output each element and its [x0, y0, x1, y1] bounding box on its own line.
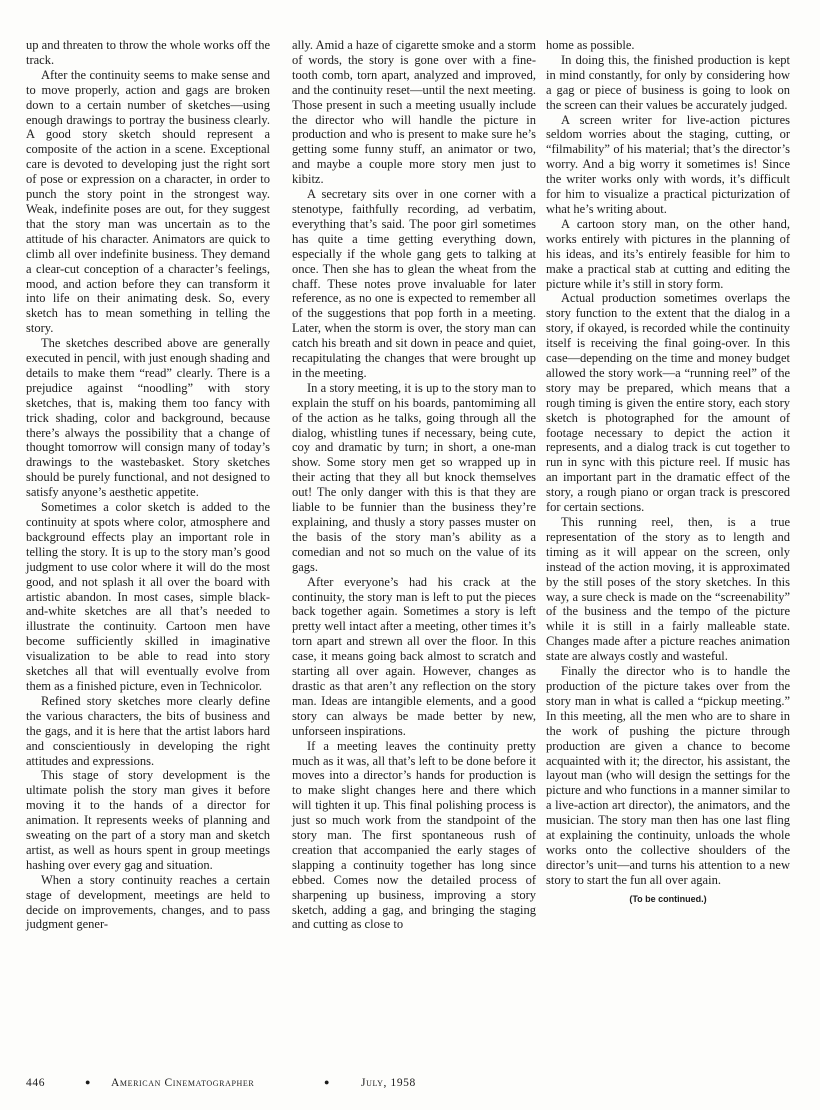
text-column-1	[26, 38, 270, 932]
paragraph: After the continuity seems to make sense and to move properly, action and gags are broken down to a certain number of sketches—using enough drawings to portray the business clearly. A good story sketch should represent a composite of the action in a scene. Exceptional care is devoted to developing just the right sort of pose or expression on a character, in order to punch the story point in the strongest way. Weak, indefinite poses are out, for they suggest that the story man was uncertain as to the attitude of his character. Animators are quick to climb all over indefinite business. They demand a clear-cut conception of a character’s feelings, mood, and action before they can transform it into life on their animating desk. So, every sketch has to mean something in telling the story.	[26, 67, 270, 336]
paragraph: home as possible.	[546, 38, 635, 52]
paragraph: In a story meeting, it is up to the story man to explain the stuff on his boards, pantomiming all of the action as he talks, going through all the dialog, whistling tunes if necessary, being cute, coy and dramatic by turn; in short, a one-man show. Some story men get so wrapped up in their acting that they all but knock themselves out! The only danger with this is that they are liable to be funnier than the business they’re explaining, and thusly a story passes muster on the basis of the story man’s ability as a comedian and not so much on the value of its gags.	[292, 380, 536, 574]
paragraph: A secretary sits over in one corner with a stenotype, faithfully recording, ad verbatim, everything that’s said. The poor girl sometimes has quite a time getting everything down, especially if the whole gang gets to talking at once. Then she has to glean the wheat from the chaff. These notes prove invaluable for later reference, as no one is expected to remember all of the suggestions that pop forth in a meeting. Later, when the storm is over, the story man can catch his breath and sit down in peace and quiet, recapitulating the changes that were brought up in the meeting.	[292, 187, 536, 380]
text-column-2	[292, 38, 536, 932]
paragraph: After everyone’s had his crack at the continuity, the story man is left to put the pieces back together again. Sometimes a story is left pretty well intact after a meeting, other times it’s torn apart and strewn all over the floor. In this case, it means going back almost to scratch and starting all over again. However, changes as drastic as that aren’t any reflection on the story man. Ideas are intangible elements, and a good story can always be made better by new, unforseen inspirations.	[292, 574, 536, 738]
paragraph: ally. Amid a haze of cigarette smoke and a storm of words, the story is gone over with a fine-tooth comb, torn apart, analyzed and improved, and the continuity reset—until the next meeting. Those present in such a meeting usually include the director who will handle the picture in production and who is present to make sure he’s getting some funny stuff, an animator or two, and maybe a couple more story men just to kibitz.	[292, 38, 536, 187]
magazine-name: American Cinematographer	[111, 1077, 255, 1089]
paragraph: A cartoon story man, on the other hand, works entirely with pictures in the planning of his ideas, and its’s entirely feasible for him to make a practical stab at cutting and editing the picture while it’s still in story form.	[546, 216, 790, 291]
page-footer	[26, 1077, 586, 1093]
bullet-separator: ●	[324, 1077, 331, 1087]
bullet-separator: ●	[85, 1077, 92, 1087]
issue-date: July, 1958	[361, 1077, 416, 1089]
paragraph: This running reel, then, is a true representation of the story as to length and timing as it will appear on the screen, only instead of the action moving, it is approximated by the still poses of the story sketches. In this way, a sure check is made on the “screenability” of the business and the tempo of the picture while it is still in a fairly malleable state. Changes made after a picture reaches animation state are always costly and wasteful.	[546, 515, 790, 664]
paragraph: If a meeting leaves the continuity pretty much as it was, all that’s left to be done before it moves into a director’s hands for production is to make slight changes here and there which will tighten it up. This final polishing process is just so much work from the standpoint of the story man. The first spontaneous rush of creation that accompanied the early stages of slapping a continuity together has long since ebbed. Comes now the detailed process of sharpening up business, improving a story sketch, adding a gag, and bringing the staging and cutting as close to	[292, 738, 536, 932]
paragraph: A screen writer for live-action pictures seldom worries about the staging, cutting, or “filmability” of his material; that’s the director’s worry. And a big worry it sometimes is! Since the writer works only with words, it’s difficult for him to visualize a practical picturization of what he’s writing about.	[546, 112, 790, 216]
to-be-continued-note: (To be continued.)	[629, 893, 707, 904]
text-column-3	[546, 38, 790, 907]
paragraph: When a story continuity reaches a certain stage of development, meetings are held to decide on improvements, changes, and to pass judgment gener-	[26, 872, 270, 932]
paragraph: Actual production sometimes overlaps the story function to the extent that the dialog in a story, if okayed, is recorded while the continuity itself is receiving the final going-over. In this case—depending on the time and money budget allowed the story work—a “running reel” of the story may be prepared, which means that a rough timing is given the entire story, each story sketch is photographed for the amount of footage necessary to depict the action it represents, and a dialog track is cut together to run in sync with this picture reel. If music has an important part in the dramatic effect of the story, a rough piano or organ track is prescored for certain sections.	[546, 291, 790, 515]
paragraph: The sketches described above are generally executed in pencil, with just enough shading and details to make them “read” clearly. There is a prejudice against “noodling” with story sketches, that is, making them too fancy with trick shading, color and background, because there’s always the possibility that a change of thought tomorrow will consign many of today’s drawings to the wastebasket. Story sketches should be purely functional, and not designed to satisfy anyone’s aesthetic appetite.	[26, 336, 270, 500]
paragraph: Refined story sketches more clearly define the various characters, the bits of business and the gags, and it is here that the artist labors hard and conscientiously in developing the right attitudes and expressions.	[26, 693, 270, 768]
paragraph: This stage of story development is the ultimate polish the story man gives it before moving it to the hands of a director for animation. It represents weeks of planning and sweating on the part of a story man and sketch artist, as well as hours spent in group meetings hashing over every gag and situation.	[26, 768, 270, 872]
paragraph: up and threaten to throw the whole works off the track.	[26, 38, 270, 67]
paragraph: In doing this, the finished production is kept in mind constantly, for only by considering how a gag or piece of business is going to look on the screen can their values be accurately judged.	[546, 52, 790, 112]
page-number: 446	[26, 1077, 46, 1089]
paragraph: Finally the director who is to handle the production of the picture takes over from the story man in what is called a “pickup meeting.” In this meeting, all the men who are to share in the work of pushing the picture through production are given a chance to become acquainted with it; the director, his assistant, the layout man (who will design the settings for the picture and who functions in a manner similar to a live-action art director), the animators, and the musician. The story man then has one last fling at explaining the continuity, unloads the whole works onto the collective shoulders of the director’s unit—and turns his attention to a new story to start the fun all over again.	[546, 664, 790, 887]
paragraph: Sometimes a color sketch is added to the continuity at spots where color, atmosphere and background effects play an important role in telling the story. It is up to the story man’s good judgment to use color where it will do the most good, and not splash it all over the board with artistic abandon. In most cases, simple black-and-white sketches are all that’s needed to illustrate the continuity. Cartoon men have become sufficiently skilled in imaginative visualization to be able to read into story sketches all that will eventually evolve from them as a finished picture, even in Technicolor.	[26, 500, 270, 693]
